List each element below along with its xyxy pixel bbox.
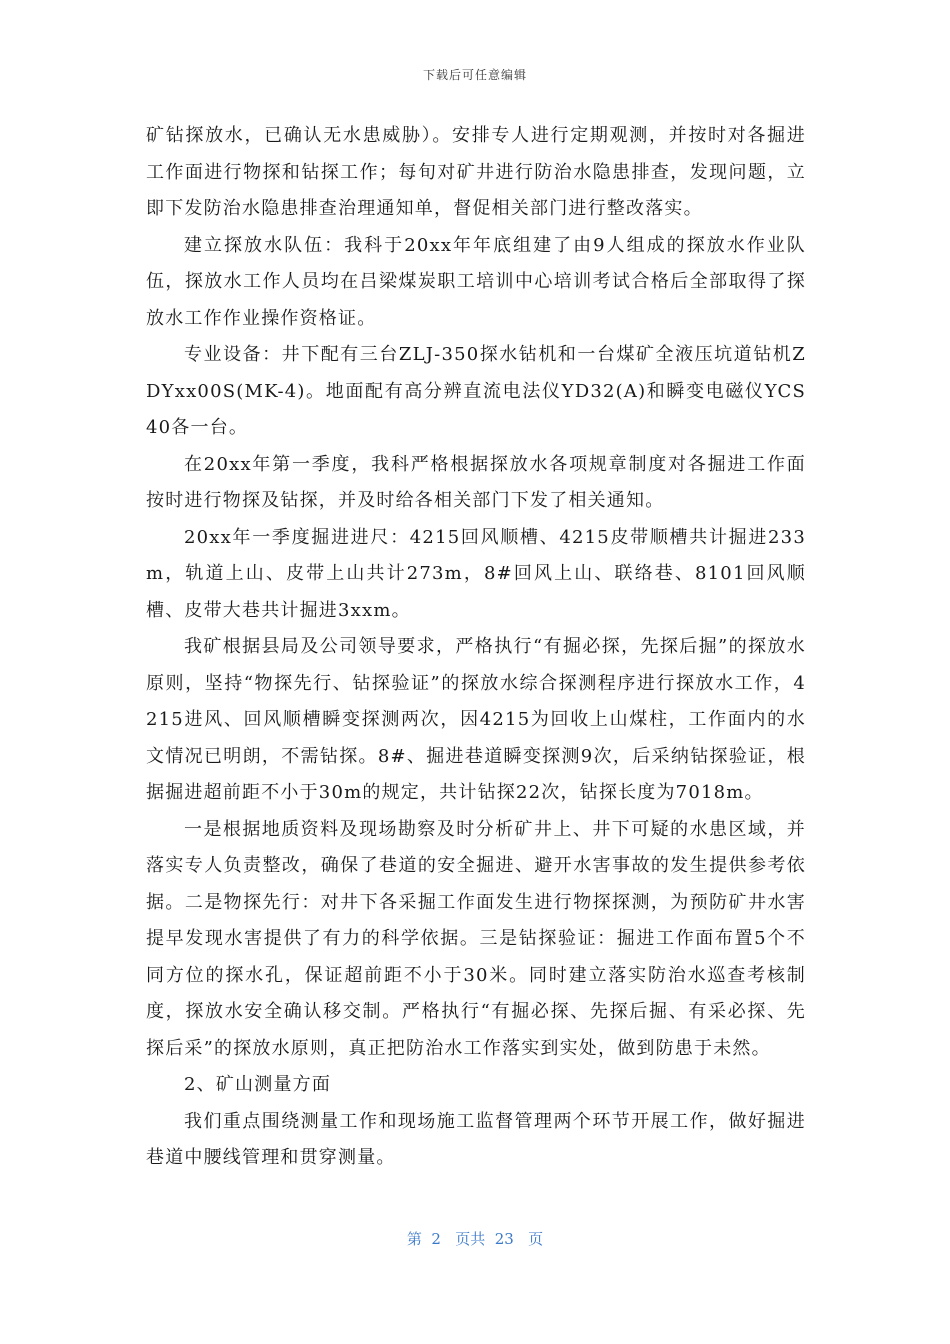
- paragraph-8: 我们重点围绕测量工作和现场施工监督管理两个环节开展工作，做好掘进巷道中腰线管理和贯穿测量。: [146, 1110, 806, 1168]
- document-body: [146, 118, 806, 1177]
- page-header: 下载后可任意编辑: [422, 68, 527, 82]
- paragraph-2: 建立探放水队伍：我科于20xx年年底组建了由9人组成的探放水作业队伍，探放水工作人员均在吕梁煤炭职工培训中心培训考试合格后全部取得了探放水工作作业操作资格证。: [146, 234, 806, 329]
- page-footer: 第 2 页共 23 页: [406, 1230, 544, 1248]
- paragraph-3: 专业设备：井下配有三台ZLJ-350探水钻机和一台煤矿全液压坑道钻机ZDYxx00S(MK-4)。地面配有高分辨直流电法仪YD32(A)和瞬变电磁仪YCS40各一台。: [146, 344, 806, 438]
- paragraph-6: 我矿根据县局及公司领导要求，严格执行“有掘必探，先探后掘”的探放水原则，坚持“物探先行、钻探验证”的探放水综合探测程序进行探放水工作，4215进风、回风顺槽瞬变探测两次，因4215为回收上山煤柱，工作面内的水文情况已明朗，不需钻探。8#、掘进巷道瞬变探测9次，后采纳钻探验证，根据掘进超前距不小于30m的规定，共计钻探22次，钻探长度为7018m。: [146, 636, 806, 803]
- paragraph-1: 矿钻探放水，已确认无水患威胁）。安排专人进行定期观测，并按时对各掘进工作面进行物探和钻探工作；每旬对矿井进行防治水隐患排查，发现问题，立即下发防治水隐患排查治理通知单，督促相关部门进行整改落实。: [146, 125, 806, 219]
- section-heading-survey: 2、矿山测量方面: [184, 1074, 332, 1095]
- paragraph-4: 在20xx年第一季度，我科严格根据探放水各项规章制度对各掘进工作面按时进行物探及钻探，并及时给各相关部门下发了相关通知。: [146, 453, 806, 511]
- paragraph-7: 一是根据地质资料及现场勘察及时分析矿井上、井下可疑的水患区域，并落实专人负责整改，确保了巷道的安全掘进、避开水害事故的发生提供参考依据。二是物探先行：对井下各采掘工作面发生进行物探探测，为预防矿井水害提早发现水害提供了有力的科学依据。三是钻探验证：掘进工作面布置5个不同方位的探水孔，保证超前距不小于30米。同时建立落实防治水巡查考核制度，探放水安全确认移交制。严格执行“有掘必探、先探后掘、有采必探、先探后采”的探放水原则，真正把防治水工作落实到实处，做到防患于未然。: [146, 818, 806, 1059]
- paragraph-5: 20xx年一季度掘进进尺：4215回风顺槽、4215皮带顺槽共计掘进233m，轨道上山、皮带上山共计273m，8#回风上山、联络巷、8101回风顺槽、皮带大巷共计掘进3xxm。: [146, 526, 806, 621]
